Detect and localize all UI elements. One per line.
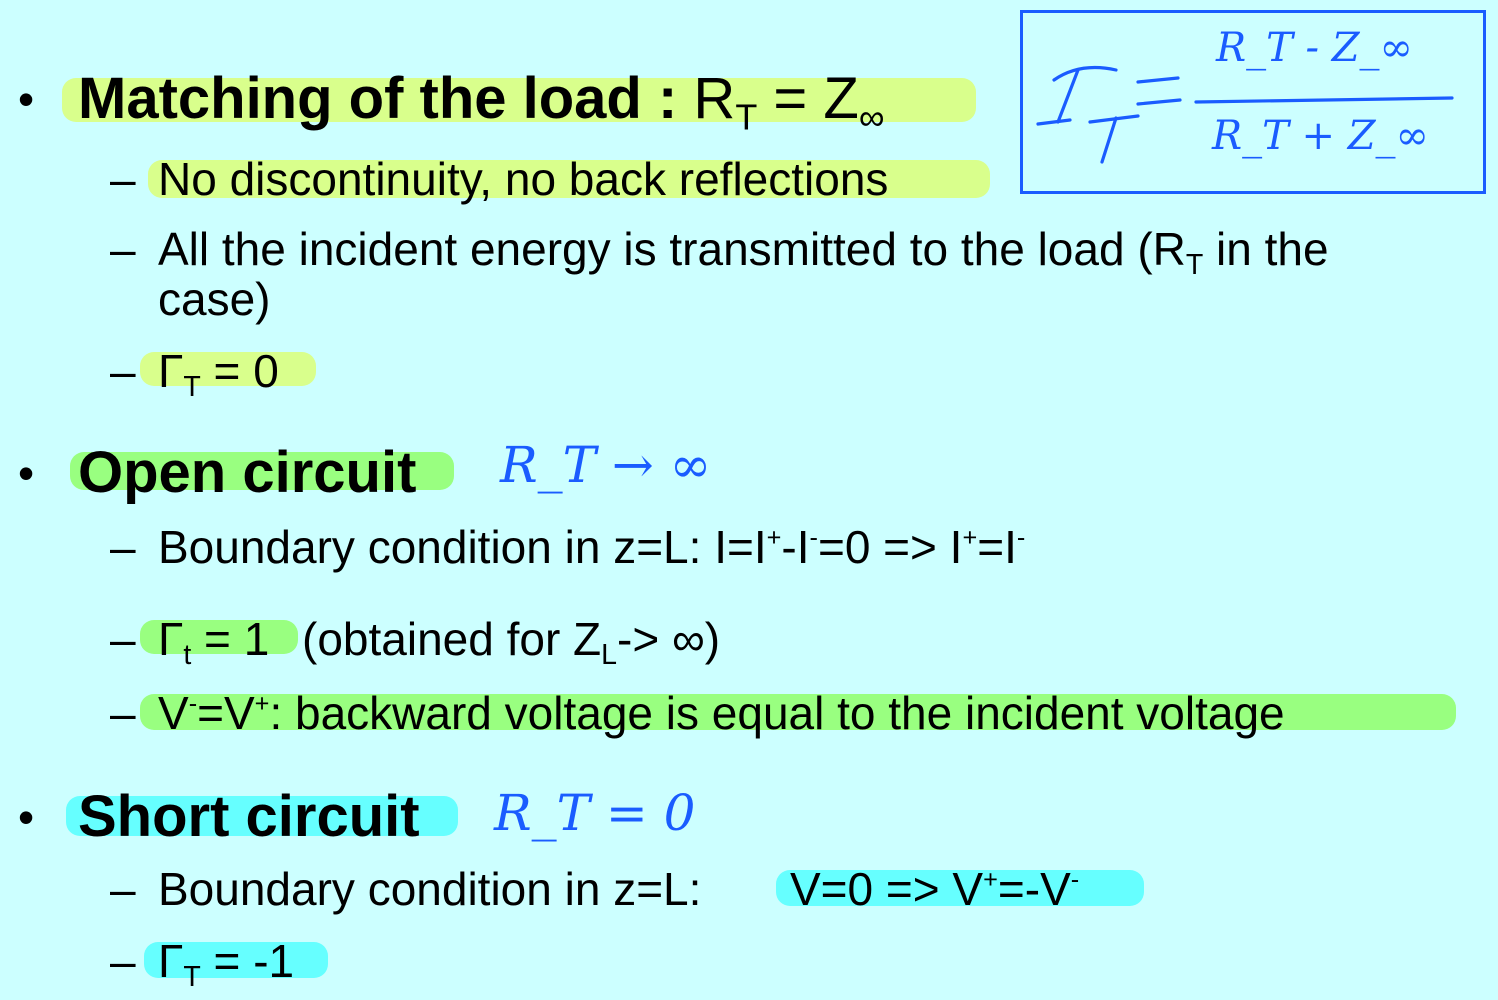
bullet: •: [18, 791, 35, 843]
short-circuit-title: Short circuit: [78, 784, 420, 849]
matching-title: [78, 66, 885, 138]
gamma-minus-one-text: $\Gamma_T = -1$: [158, 935, 295, 994]
dash: –: [110, 613, 136, 665]
open-boundary-condition-text: Boundary condition in z=L: I=I+-I-=0 => I+=I-: [158, 521, 1026, 573]
short-circuit-annotation: R_T = 0: [494, 784, 696, 842]
fraction-bar: [1196, 98, 1452, 102]
dash: –: [110, 863, 136, 915]
matching-equation: $R_T = Z_\infty$: [693, 66, 885, 138]
no-discontinuity-text: No discontinuity, no back reflections: [158, 153, 889, 205]
matching-title-text: Matching of the load :: [78, 66, 678, 131]
dash: –: [110, 687, 136, 739]
backward-voltage-text: V-=V+: backward voltage is equal to the incident voltage: [158, 687, 1285, 739]
gamma-sub-t-stem: [1102, 118, 1116, 162]
bullet: •: [18, 73, 35, 125]
open-circuit-annotation: R_T → ∞: [500, 436, 712, 494]
energy-transmitted-text: All the incident energy is transmitted to the load ($R_T$ in the: [158, 223, 1329, 282]
formula-denominator: R_T + Z_∞: [1212, 113, 1429, 159]
equals-bottom: [1138, 100, 1180, 104]
dash: –: [110, 345, 136, 397]
gamma-one-text: $\Gamma_t = 1$: [158, 613, 270, 672]
dash: –: [110, 223, 136, 275]
dash: –: [110, 153, 136, 205]
short-boundary-condition-highlighted: V=0 => V+=-V-: [790, 863, 1080, 915]
bullet: •: [18, 447, 35, 499]
dash: –: [110, 935, 136, 987]
formula-numerator: R_T - Z_∞: [1216, 25, 1413, 71]
open-circuit-title: Open circuit: [78, 440, 417, 505]
equals-top: [1138, 78, 1178, 82]
gamma-one-explanation: (obtained for $Z_L->$ ∞): [302, 613, 721, 672]
dash: –: [110, 521, 136, 573]
gamma-zero-text: $\Gamma_T = 0$: [158, 345, 279, 404]
gamma-stroke-base: [1038, 120, 1070, 124]
gamma-stroke-top: [1054, 68, 1116, 80]
short-boundary-condition-text: Boundary condition in z=L:: [158, 863, 702, 915]
gamma-stroke-down: [1058, 70, 1078, 122]
energy-transmitted-text-cont: case): [158, 273, 271, 325]
